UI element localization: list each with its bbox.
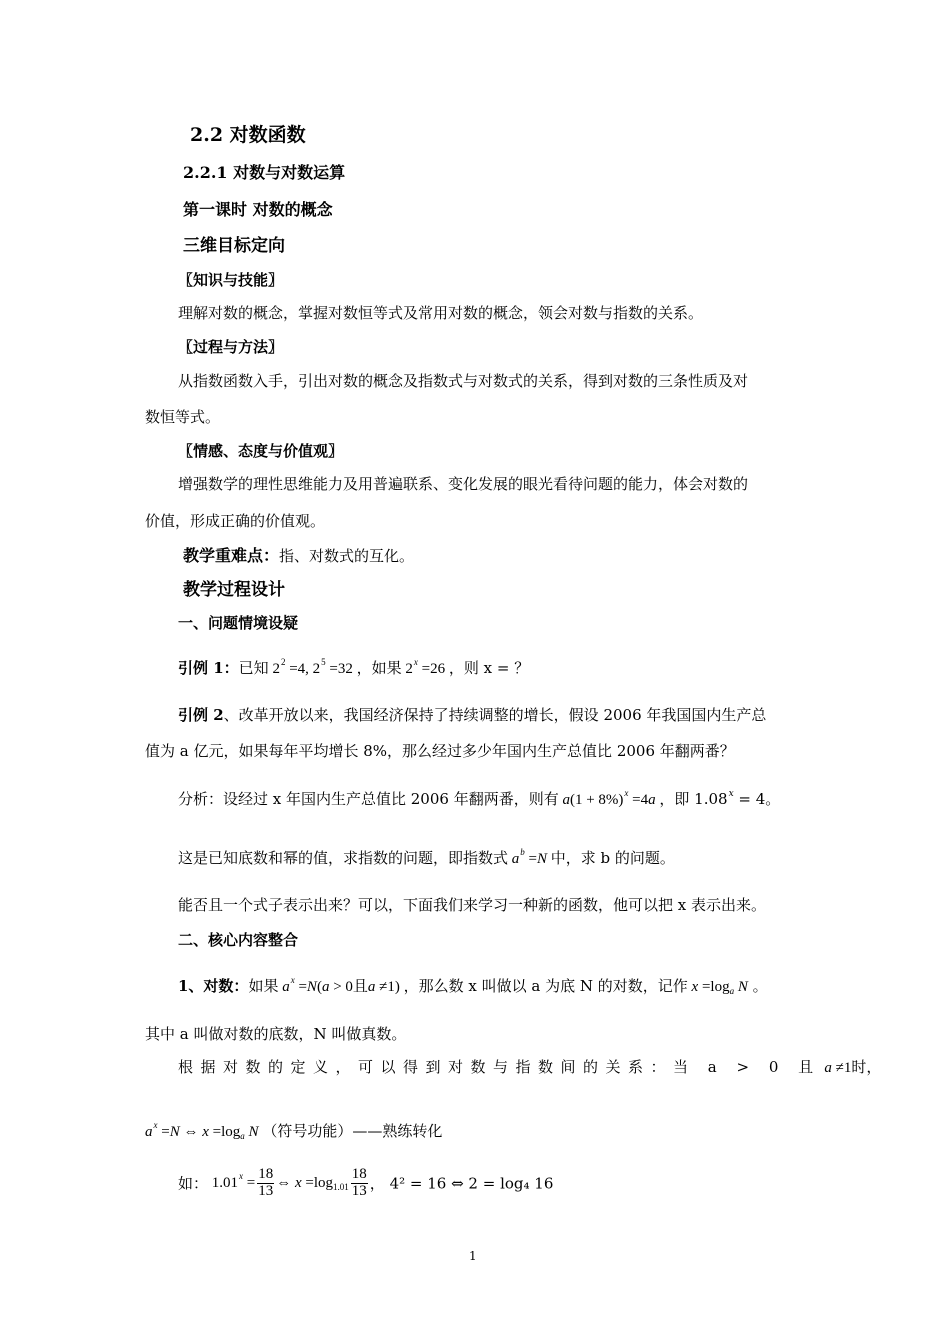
knowledge-heading: 〖知识与技能〗 [178,271,284,289]
known-line: 这是已知底数和幂的值，求指数的问题，即指数式 $a^b =N$ 中，求 b 的问题。 [178,847,675,867]
formula-example: $1.01^x$ = [208,1171,256,1192]
goals-heading: 三维目标定向 [183,236,285,256]
focus-line [183,546,414,565]
relation-line: 根据对数的定义，可以得到对数与指数间的关系：当 a > 0 且 a ≠1时， [178,1058,882,1076]
process-method-heading: 〖过程与方法〗 [178,338,284,356]
knowledge-text: 理解对数的概念，掌握对数恒等式及常用对数的概念，领会对数与指数的关系。 [178,304,704,322]
fraction-18-13: $\frac{18}{13}$ [258,1166,274,1199]
formula-log-def: $x =\log_a$ N [691,979,748,996]
formula-ab-n: $a^b =N$ [511,847,547,867]
process-method-text-1: 从指数函数入手，引出对数的概念及指数式与对数式的关系，得到对数的三条性质及对 [178,372,749,390]
formula-definition: $a^x =N(a > 0$且a ≠1) [282,975,404,995]
fraction-18-13-b: $\frac{18}{13}$ [351,1166,367,1199]
section-one-heading: 一、问题情境设疑 [178,614,299,632]
emotion-heading: 〖情感、态度与价值观〗 [178,442,344,460]
process-method-text-2: 数恒等式。 [145,408,221,426]
section-title: 2.2 对数函数 [190,124,306,146]
formula-equivalence: $a^x =N$ ⇔ $x =\log_a$ N [145,1120,259,1141]
process-heading: 教学过程设计 [183,580,285,600]
section-two-heading: 二、核心内容整合 [178,931,299,949]
definition-label: 1、对数： [178,977,249,995]
example-2-label: 引例 2 [178,706,224,724]
question-line: 能否且一个式子表示出来？可以，下面我们来学习一种新的函数，他可以把 x 表示出来。 [178,896,766,914]
lesson-title: 第一课时 对数的概念 [183,200,333,219]
subsection-title: 2.2.1 对数与对数运算 [183,163,346,182]
page-number: 1 [469,1249,477,1263]
focus-text: 指、对数式的互化。 [279,547,415,565]
symbol-line: $a^x =N$ ⇔ $x =\log_a$ N （符号功能）——熟练转化 [145,1120,443,1141]
focus-label: 教学重难点： [183,546,280,565]
emotion-text-1: 增强数学的理性思维能力及用普遍联系、变化发展的眼光看待问题的能力，体会对数的 [178,475,749,493]
example-2-line-2: 值为 a 亿元，如果每年平均增长 8%，那么经过多少年国内生产总值比 2006 年翻两番？ [145,742,735,760]
analysis-line: 分析：设经过 x 年国内生产总值比 2006 年翻两番，则有 $a(1 + 8\%)^x =4a$ ，即 $1.08^x = 4$。 [178,788,781,808]
example-1: 引例 1：已知 $2^2 =4$, $2^5 =32$ ，如果 $2^x =26$ ，则 x = ？ [178,657,530,677]
formula-2x: $2^x =26$ [401,657,449,677]
example-line: 如： $1.01^x$ = $\frac{18}{13}$ ⇔ $x =\log_{1.01}$ $\frac{18}{13}$ ， 4² = 16 ⇔ 2 = log₄ 16 [178,1166,554,1199]
formula-powers: $2^2 =4$, $2^5 =32$ [268,657,357,677]
emotion-text-2: 价值，形成正确的价值观。 [145,512,326,530]
formula-growth: $a(1 + 8\%)^x =4a$ [562,788,656,808]
example-1-label: 引例 1： [178,659,239,677]
formula-a-neq-1: a ≠1 [824,1060,852,1076]
definition-line-2: 其中 a 叫做对数的底数，N 叫做真数。 [145,1025,407,1043]
definition-line: 1、对数：如果 $a^x =N(a > 0$且a ≠1) ，那么数 x 叫做以 a 为底 N 的对数，记作 $x =\log_a$ N 。 [178,975,768,996]
example-2-line-1: 引例 2、改革开放以来，我国经济保持了持续调整的增长，假设 2006 年我国国内生产总 [178,706,767,724]
